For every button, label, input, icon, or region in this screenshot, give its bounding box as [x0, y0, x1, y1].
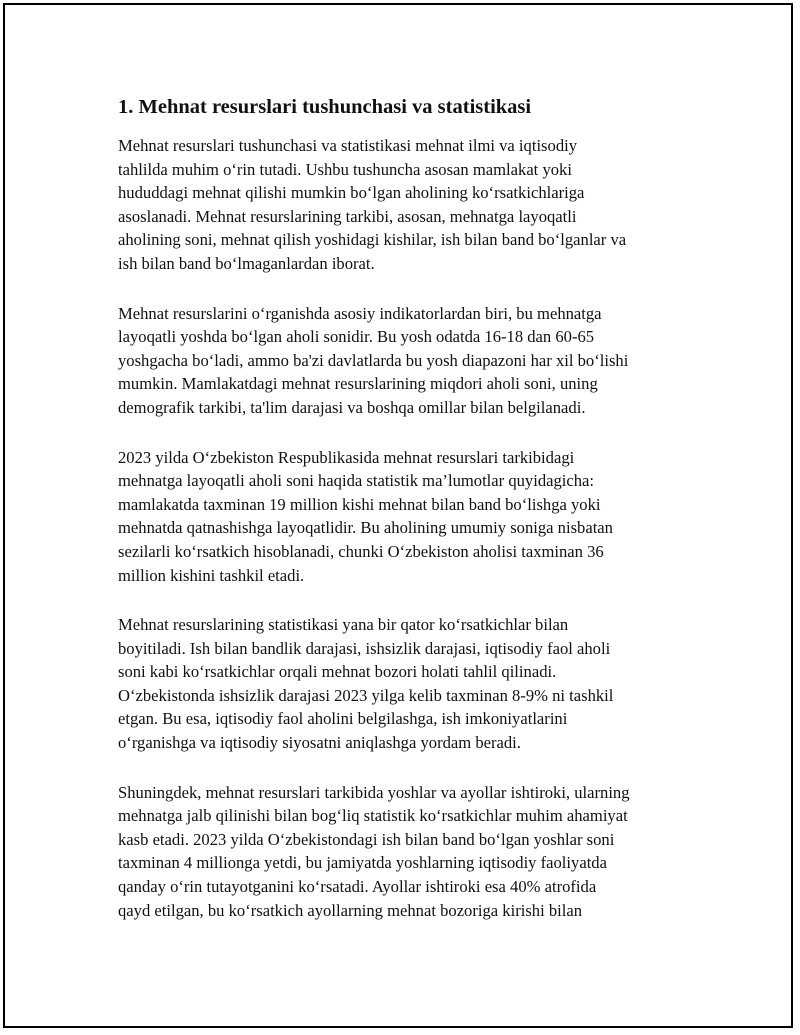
paragraph-2	[118, 302, 698, 420]
section-title: 1. Mehnat resurslari tushunchasi va statistikasi	[118, 96, 532, 118]
document-body	[118, 94, 698, 948]
paragraph-5	[118, 781, 698, 923]
paragraph-1	[118, 134, 698, 276]
text-line: aholining soni, mehnat qilish yoshidagi kishilar, ish bilan band bo‘lganlar va	[118, 230, 627, 250]
text-line: mehnatga layoqatli aholi soni haqida statistik ma’lumotlar quyidagicha:	[118, 471, 595, 491]
text-line: mehnatga jalb qilinishi bilan bog‘liq statistik ko‘rsatkichlar muhim ahamiyat	[118, 806, 628, 826]
text-line: Mehnat resurslari tushunchasi va statistikasi mehnat ilmi va iqtisodiy	[118, 136, 578, 155]
paragraph-3	[118, 446, 698, 588]
paragraph-4	[118, 613, 698, 755]
text-line: Mehnat resurslarining statistikasi yana bir qator ko‘rsatkichlar bilan	[118, 615, 569, 635]
text-line: sezilarli ko‘rsatkich hisoblanadi, chunki O‘zbekiston aholisi taxminan 36	[118, 541, 604, 561]
text-line: asoslanadi. Mehnat resurslarining tarkibi, asosan, mehnatga layoqatli	[118, 206, 577, 226]
text-line: kasb etadi. 2023 yilda O‘zbekistondagi ish bilan band bo‘lgan yoshlar soni	[118, 829, 615, 849]
text-line: Mehnat resurslarini o‘rganishda asosiy indikatorlardan biri, bu mehnatga	[118, 303, 602, 323]
text-line: qayd etilgan, bu ko‘rsatkich ayollarning mehnat bozoriga kirishi bilan	[118, 900, 583, 920]
text-line: yoshgacha bo‘ladi, ammo ba'zi davlatlarda bu yosh diapazoni har xil bo‘lishi	[118, 350, 629, 370]
text-line: layoqatli yoshda bo‘lgan aholi sonidir. Bu yosh odatda 16-18 dan 60-65	[118, 327, 595, 347]
text-line: 2023 yilda O‘zbekiston Respublikasida mehnat resurslari tarkibidagi	[118, 447, 575, 467]
text-line: tahlilda muhim o‘rin tutadi. Ushbu tushuncha asosan mamlakat yoki	[118, 159, 572, 179]
text-line: hududdagi mehnat qilishi mumkin bo‘lgan aholining ko‘rsatkichlariga	[118, 183, 585, 203]
text-line: mehnatda qatnashishga layoqatlidir. Bu aholining umumiy soniga nisbatan	[118, 518, 613, 538]
text-line: o‘rganishga va iqtisodiy siyosatni aniqlashga yordam beradi.	[118, 733, 521, 753]
text-line: O‘zbekistonda ishsizlik darajasi 2023 yilga kelib taxminan 8-9% ni tashkil	[118, 685, 614, 705]
text-line: ish bilan band bo‘lmaganlardan iborat.	[118, 253, 375, 273]
text-line: mumkin. Mamlakatdagi mehnat resurslarining miqdori aholi soni, uning	[118, 374, 598, 394]
text-line: demografik tarkibi, ta'lim darajasi va boshqa omillar bilan belgilanadi.	[118, 397, 586, 417]
text-line: boyitiladi. Ish bilan bandlik darajasi, ishsizlik darajasi, iqtisodiy faol aholi	[118, 638, 611, 658]
text-line: million kishini tashkil etadi.	[118, 565, 305, 585]
text-line: etgan. Bu esa, iqtisodiy faol aholini belgilashga, ish imkoniyatlarini	[118, 709, 568, 729]
text-line: qanday o‘rin tutayotganini ko‘rsatadi. Ayollar ishtiroki esa 40% atrofida	[118, 877, 597, 897]
text-line: soni kabi ko‘rsatkichlar orqali mehnat bozori holati tahlil qilinadi.	[118, 662, 557, 682]
text-line: taxminan 4 millionga yetdi, bu jamiyatda yoshlarning iqtisodiy faoliyatda	[118, 853, 607, 873]
text-line: Shuningdek, mehnat resurslari tarkibida yoshlar va ayollar ishtiroki, ularning	[118, 782, 630, 802]
text-line: mamlakatda taxminan 19 million kishi mehnat bilan band bo‘lishga yoki	[118, 494, 601, 514]
